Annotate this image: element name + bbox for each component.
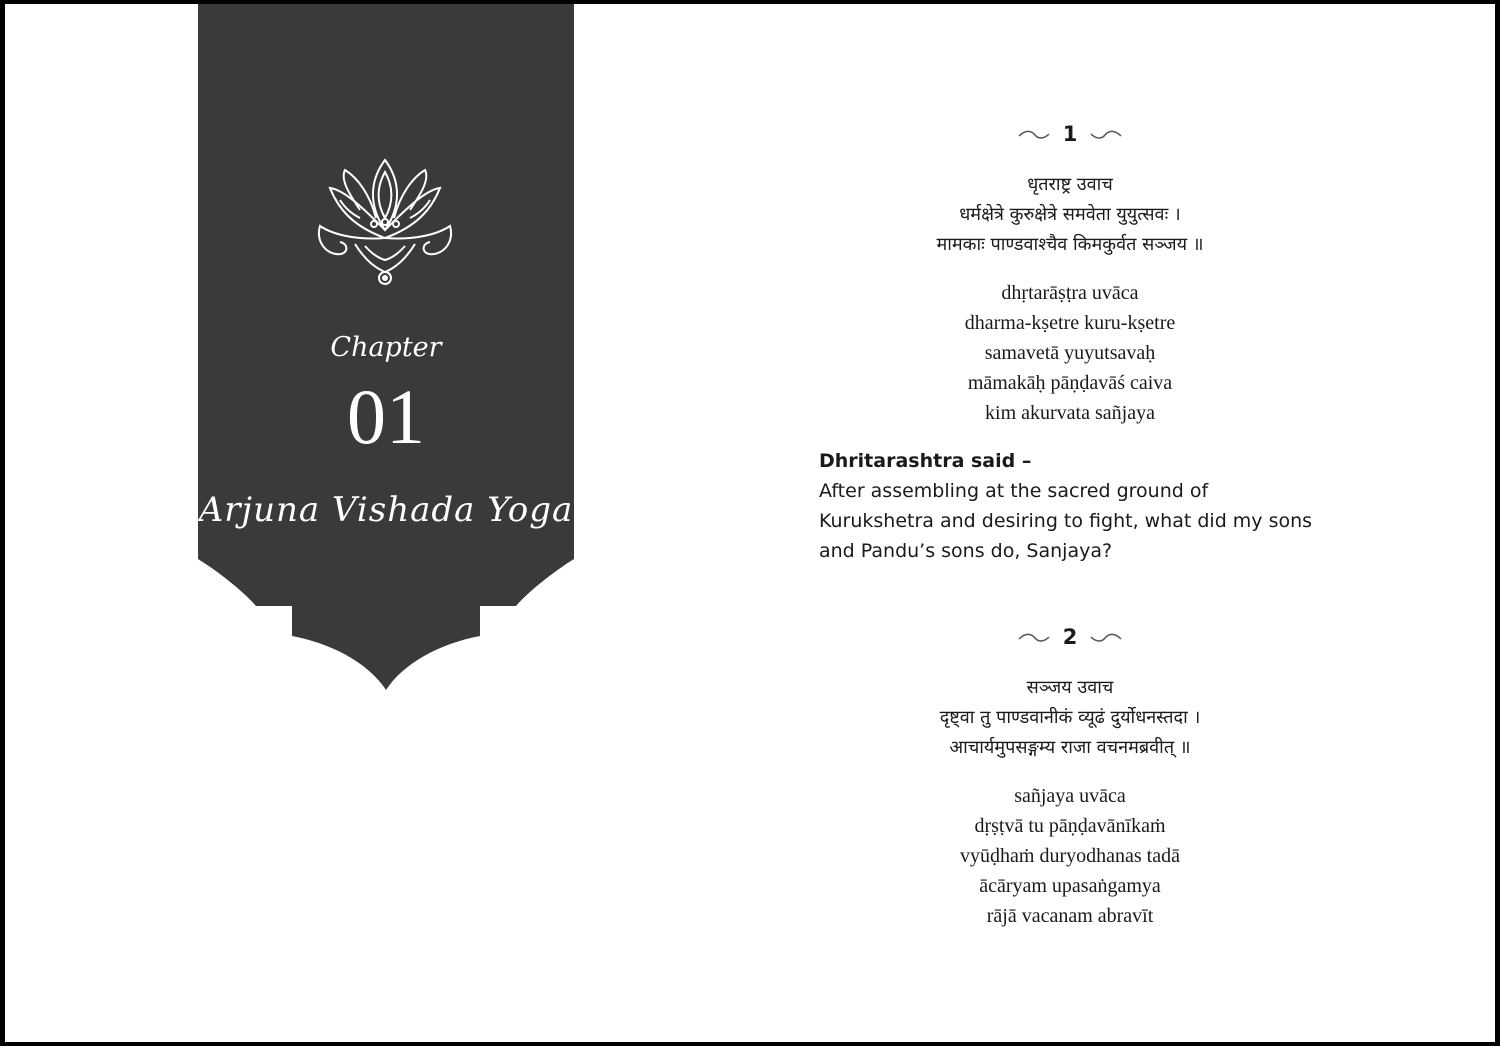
chapter-title: Arjuna Vishada Yoga [198,490,574,530]
flourish-left-icon [1017,626,1051,650]
verse-2 [800,625,1340,931]
verse-number: 2 [1062,625,1078,649]
sanskrit-line: सञ्जय उवाच [1026,677,1114,698]
flourish-right-icon [1089,626,1123,650]
transliteration-line: dhṛtarāṣṭra uvāca [1001,282,1139,304]
verse-heading [800,122,1340,152]
flourish-right-icon [1089,123,1123,147]
transliteration-line: vyūḍhaṁ duryodhanas tadā [960,845,1180,867]
chapter-number: 01 [347,373,425,460]
translation [819,446,1329,566]
transliteration-line: sañjaya uvāca [1014,785,1126,807]
transliteration-line: dharma-kṣetre kuru-kṣetre [964,312,1176,334]
sanskrit-line: दृष्ट्वा तु पाण्डवानीकं व्यूढं दुर्योधनस्तदा । [939,707,1201,728]
flourish-left-icon [1017,123,1051,147]
verse-1 [800,122,1340,566]
sanskrit-line: आचार्यमुपसङ्गम्य राजा वचनमब्रवीत् ॥ [949,737,1191,758]
transliteration-line: samavetā yuyutsavaḥ [984,342,1156,364]
transliteration-line: māmakāḥ pāṇḍavāś caiva [967,372,1173,394]
transliteration-line: kim akurvata sañjaya [985,402,1155,424]
speaker-label: Dhritarashtra said – [819,450,1032,472]
transliteration-line: rājā vacanam abravīt [986,905,1154,927]
sanskrit-line: धृतराष्ट्र उवाच [1027,174,1113,195]
sanskrit-line: धर्मक्षेत्रे कुरुक्षेत्रे समवेता युयुत्सवः । [959,204,1181,225]
transliteration-line: dṛṣṭvā tu pāṇḍavānīkaṁ [974,815,1166,837]
transliteration-line: ācāryam upasaṅgamya [979,875,1161,897]
verse-heading [800,625,1340,655]
sanskrit-line: मामकाः पाण्डवाश्चैव किमकुर्वत सञ्जय ॥ [936,234,1204,255]
translation-text: After assembling at the sacred ground of Kurukshetra and desiring to fight, what did my sons and Pandu’s sons do, Sanjaya? [819,480,1313,562]
verse-number: 1 [1062,122,1078,146]
chapter-banner [198,4,574,692]
chapter-label: Chapter [330,332,442,363]
lotus-icon [310,150,460,290]
